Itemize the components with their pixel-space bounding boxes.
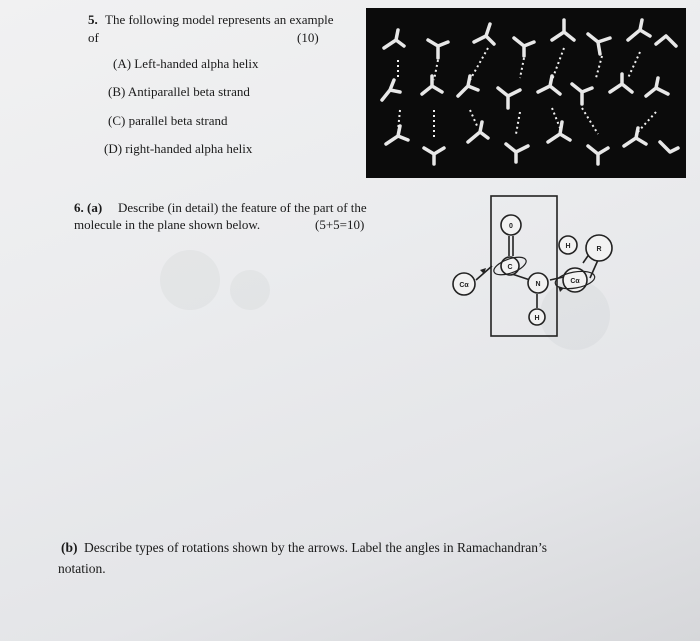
question-6b-text-continued: notation. <box>58 561 106 576</box>
question-5-points: (10) <box>297 30 319 45</box>
question-6b-label: (b) <box>61 540 78 555</box>
question-6a-text-continued: molecule in the plane shown below. <box>74 217 261 232</box>
atom-label-ca-right: Cα <box>570 278 580 285</box>
peptide-plane-diagram <box>440 190 640 340</box>
atom-label-r: R <box>596 246 602 253</box>
rotation-arrow-right-icon <box>558 286 564 292</box>
question-5-number: 5. <box>88 12 98 27</box>
option-c: (C) parallel beta strand <box>108 113 228 128</box>
atom-label-o: 0 <box>509 223 513 230</box>
question-6a-points: (5+5=10) <box>315 217 365 232</box>
option-a: (A) Left-handed alpha helix <box>113 56 259 71</box>
bleed-through-shape <box>160 250 220 310</box>
question-5-text: The following model represents an example <box>105 12 334 27</box>
bleed-through-shape <box>230 270 270 310</box>
question-6b-text: Describe types of rotations shown by the arrows. Label the angles in Ramachandran’s <box>84 540 547 555</box>
atom-label-h: H <box>534 315 540 322</box>
atom-label-ca-left: Cα <box>459 282 469 289</box>
atom-label-c: C <box>507 264 513 271</box>
beta-strand-model-image <box>366 8 686 178</box>
option-d: (D) right-handed alpha helix <box>104 141 253 156</box>
atom-label-h-top: H <box>565 243 571 250</box>
option-b: (B) Antiparallel beta strand <box>108 84 250 99</box>
question-6a-text: Describe (in detail) the feature of the part of the <box>118 200 367 215</box>
question-5-text-continued: of <box>88 30 99 45</box>
atom-label-n: N <box>535 281 541 288</box>
question-6-number: 6. (a) <box>74 200 103 215</box>
